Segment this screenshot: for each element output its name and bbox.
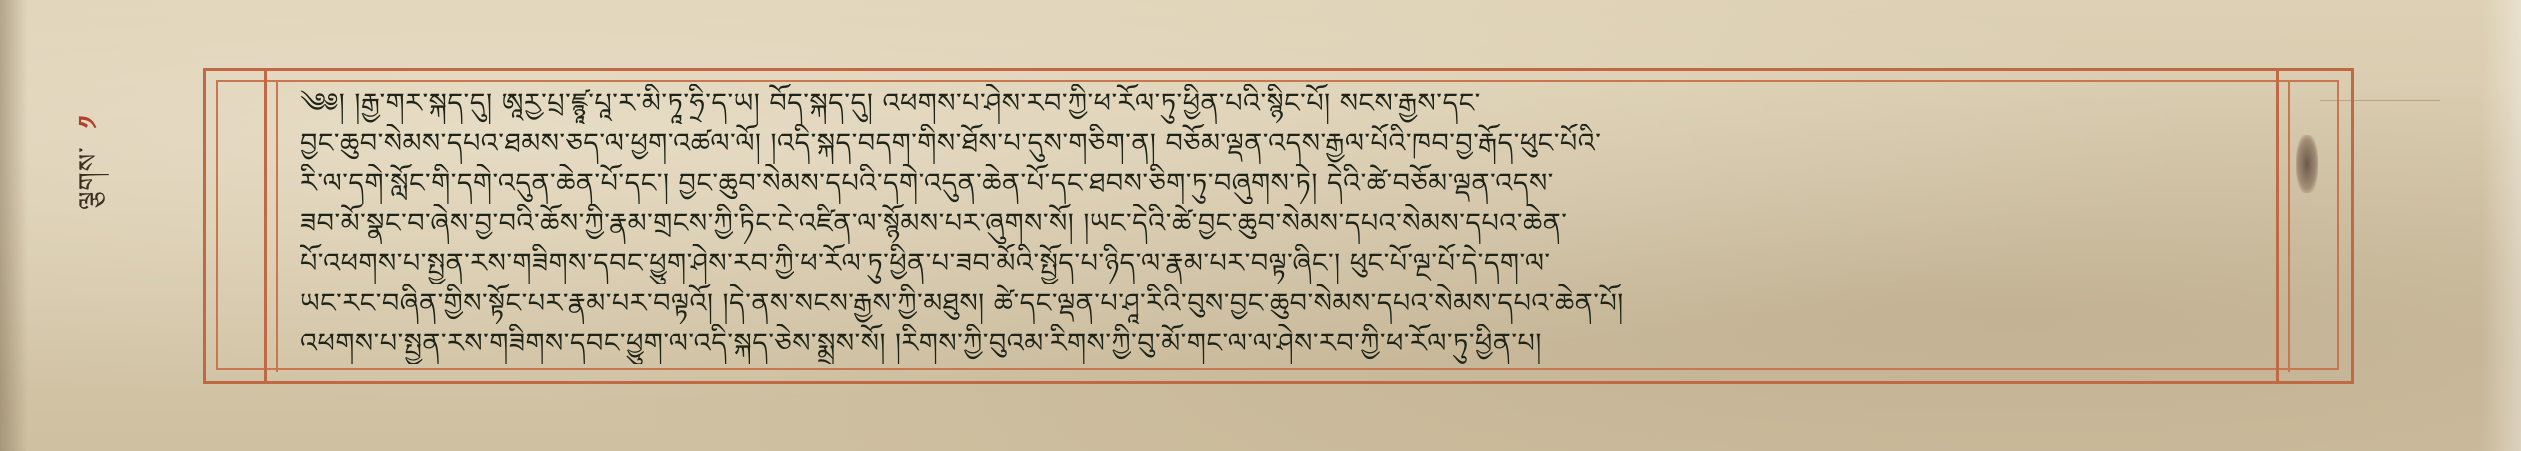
right-column-rule xyxy=(2276,68,2279,384)
text-line: འཕགས་པ་སྤྱན་རས་གཟིགས་དབང་ཕྱུག་ལ་འདི་སྐད་ཅེས་སྨྲས་སོ། །རིགས་ཀྱི་བུའམ་རིགས་ཀྱི་བུ་མོ་གང་ལ་ལ་ཤེས་རབ་ཀྱི་ཕ་རོལ་ཏུ་ཕྱིན་པ། xyxy=(300,328,1542,359)
margin-title xyxy=(60,116,133,210)
text-line: ཟབ་མོ་སྣང་བ་ཞེས་བྱ་བའི་ཆོས་ཀྱི་རྣམ་གྲངས་ཀྱི་ཏིང་ངེ་འཛིན་ལ་སྙོམས་པར་ཞུགས་སོ། །ཡང་དེའི་ཚེ་བྱང་ཆུབ་སེམས་དཔའ་སེམས་དཔའ་ཆེན་ xyxy=(300,208,1568,239)
text-line: ༄༅། །རྒྱ་གར་སྐད་དུ། ཨཱརྱ་པྲ་ཛྙཱ་པཱ་ར་མི་ཏཱ་ཧྲི་ད་ཡ། བོད་སྐད་དུ། འཕགས་པ་ཤེས་རབ་ཀྱི་ཕ་རོལ་ཏུ་ཕྱིན་པའི་སྙིང་པོ། སངས་རྒྱས་དང་ xyxy=(300,88,1481,119)
folio-number: ༡ xyxy=(74,115,104,129)
text-line: ཡང་རང་བཞིན་གྱིས་སྟོང་པར་རྣམ་པར་བལྟའོ། །དེ་ནས་སངས་རྒྱས་ཀྱི་མཐུས། ཚེ་དང་ལྡན་པ་ཤཱ་རིའི་བུས་བྱང་ཆུབ་སེམས་དཔའ་སེམས་དཔའ་ཆེན་པོ། xyxy=(300,288,1624,319)
margin-title-text: ལྕགས་ xyxy=(74,146,104,210)
ink-stain xyxy=(2296,135,2318,193)
margin-rule xyxy=(2320,100,2440,101)
text-line: པོ་འཕགས་པ་སྤྱན་རས་གཟིགས་དབང་ཕྱུག་ཤེས་རབ་ཀྱི་ཕ་རོལ་ཏུ་ཕྱིན་པ་ཟབ་མོའི་སྤྱོད་པ་ཉིད་ལ་རྣམ་པར་བལྟ་ཞིང་། ཕུང་པོ་ལྔ་པོ་དེ་དག་ལ་ xyxy=(300,248,1551,279)
manuscript-text xyxy=(300,84,2272,374)
right-column-rule-inner xyxy=(2288,80,2290,372)
text-line: རི་ལ་དགེ་སློང་གི་དགེ་འདུན་ཆེན་པོ་དང་། བྱང་ཆུབ་སེམས་དཔའི་དགེ་འདུན་ཆེན་པོ་དང་ཐབས་ཅིག་ཏུ་བཞུགས་ཏེ། དེའི་ཚེ་བཅོམ་ལྡན་འདས་ xyxy=(300,168,1554,199)
left-column-rule xyxy=(264,68,267,384)
text-line: བྱང་ཆུབ་སེམས་དཔའ་ཐམས་ཅད་ལ་ཕྱག་འཚལ་ལོ། །འདི་སྐད་བདག་གིས་ཐོས་པ་དུས་གཅིག་ན། བཅོམ་ལྡན་འདས་རྒྱལ་པོའི་ཁབ་བྱ་རྒོད་ཕུང་པོའི་ xyxy=(300,128,1602,159)
left-column-rule-inner xyxy=(276,80,278,372)
